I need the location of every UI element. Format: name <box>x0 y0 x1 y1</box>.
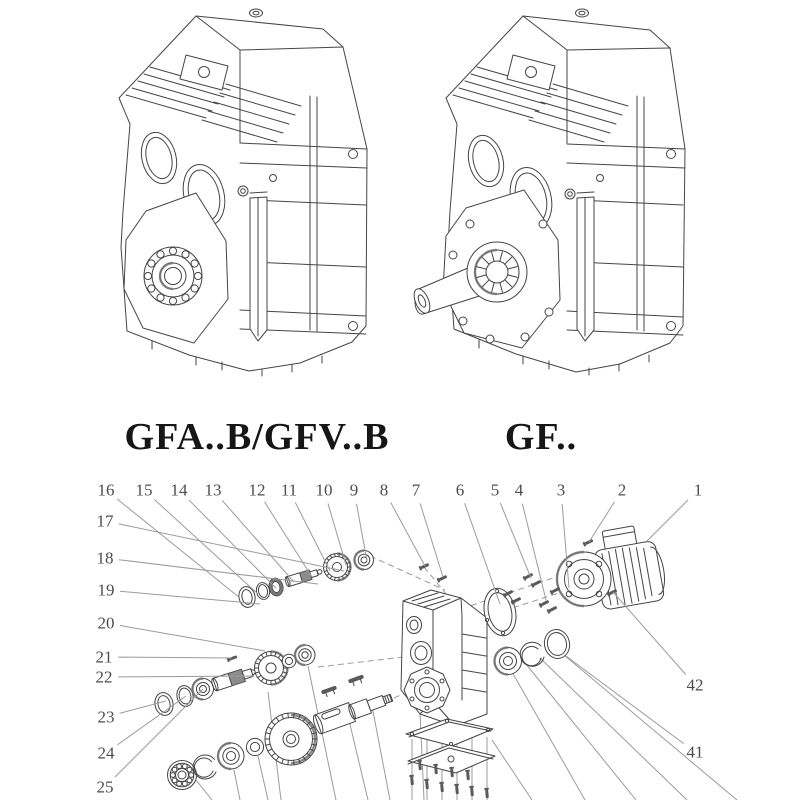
bolt-icon <box>484 788 489 799</box>
callout-leader-42 <box>613 592 686 674</box>
callout-number-3: 3 <box>556 480 566 500</box>
output-pinion-shaft <box>311 688 394 735</box>
callout-leader-11 <box>295 502 330 571</box>
callout-number-5: 5 <box>490 480 500 500</box>
callout-leader-12 <box>264 502 312 577</box>
housing-gasket-and-cover <box>406 719 495 800</box>
input-shaft-assembly <box>237 551 374 609</box>
callout-number-10: 10 <box>315 480 333 500</box>
callout-number-24: 24 <box>97 743 115 763</box>
callout-number-19: 19 <box>97 580 115 600</box>
callout-number-17: 17 <box>96 511 114 531</box>
bolt-icon <box>538 599 549 608</box>
callout-number-16: 16 <box>97 480 115 500</box>
output-bearing-flange <box>467 242 527 302</box>
bolt-icon <box>439 782 444 793</box>
callout-number-1: 1 <box>693 480 703 500</box>
callout-number-23: 23 <box>97 707 115 727</box>
bolt-icon <box>465 770 470 781</box>
callout-leader-20 <box>120 625 265 651</box>
callout-number-9: 9 <box>349 480 359 500</box>
callout-number-25: 25 <box>96 777 114 797</box>
callout-leader-14 <box>189 500 276 588</box>
bolt-icon <box>582 538 593 547</box>
callout-leader-16 <box>117 499 240 598</box>
callout-leader-5 <box>500 503 531 578</box>
bolt-icon <box>454 784 459 795</box>
vent-plug <box>250 9 263 17</box>
intermediate-shaft-assembly <box>153 645 315 717</box>
gear-reducer-isometric-left <box>119 9 367 376</box>
callout-leader-15 <box>154 499 258 594</box>
gear-housing <box>401 590 487 726</box>
callout-number-8: 8 <box>379 480 389 500</box>
callout-number-22: 22 <box>95 667 113 687</box>
gear-reducer-isometric-right <box>411 9 685 375</box>
callout-number-6: 6 <box>455 480 465 500</box>
callout-number-42: 42 <box>686 675 704 695</box>
bolt-icon <box>433 764 438 775</box>
callout-number-12: 12 <box>248 480 266 500</box>
callout-leader-8 <box>391 502 425 566</box>
callout-number-7: 7 <box>411 480 421 500</box>
bolt-icon <box>409 775 414 786</box>
left-figure-caption: GFA..B/GFV..B <box>124 416 390 458</box>
callout-leader-1 <box>647 500 688 541</box>
electric-motor <box>557 522 669 610</box>
seal-and-retaining-rings <box>480 585 572 674</box>
callout-number-41: 41 <box>686 742 704 762</box>
exploded-parts-diagram <box>96 481 738 800</box>
callout-leader-6 <box>465 503 500 604</box>
callout-number-20: 20 <box>97 613 115 633</box>
callout-number-21: 21 <box>95 647 113 667</box>
shaft-key <box>321 685 339 698</box>
bolt-icon <box>522 572 533 581</box>
callout-number-2: 2 <box>617 480 627 500</box>
bolt-icon <box>546 605 557 614</box>
bolt-icon <box>510 596 521 605</box>
callout-number-4: 4 <box>514 480 524 500</box>
shaft-key <box>348 674 366 687</box>
vent-plug <box>576 9 589 17</box>
bolt-icon <box>530 579 541 588</box>
part-callouts <box>96 481 704 797</box>
callout-number-13: 13 <box>204 480 222 500</box>
callout-number-14: 14 <box>170 480 188 500</box>
callout-leader-24 <box>117 696 186 745</box>
output-bearing <box>144 247 202 305</box>
callout-number-11: 11 <box>280 480 298 500</box>
bolt-icon <box>417 760 422 771</box>
bolt-icon <box>424 779 429 790</box>
callout-number-18: 18 <box>96 548 114 568</box>
callout-leader-21 <box>118 657 232 658</box>
callout-number-15: 15 <box>135 480 153 500</box>
bolt-icon <box>469 786 474 797</box>
right-figure-caption: GF.. <box>504 416 578 458</box>
